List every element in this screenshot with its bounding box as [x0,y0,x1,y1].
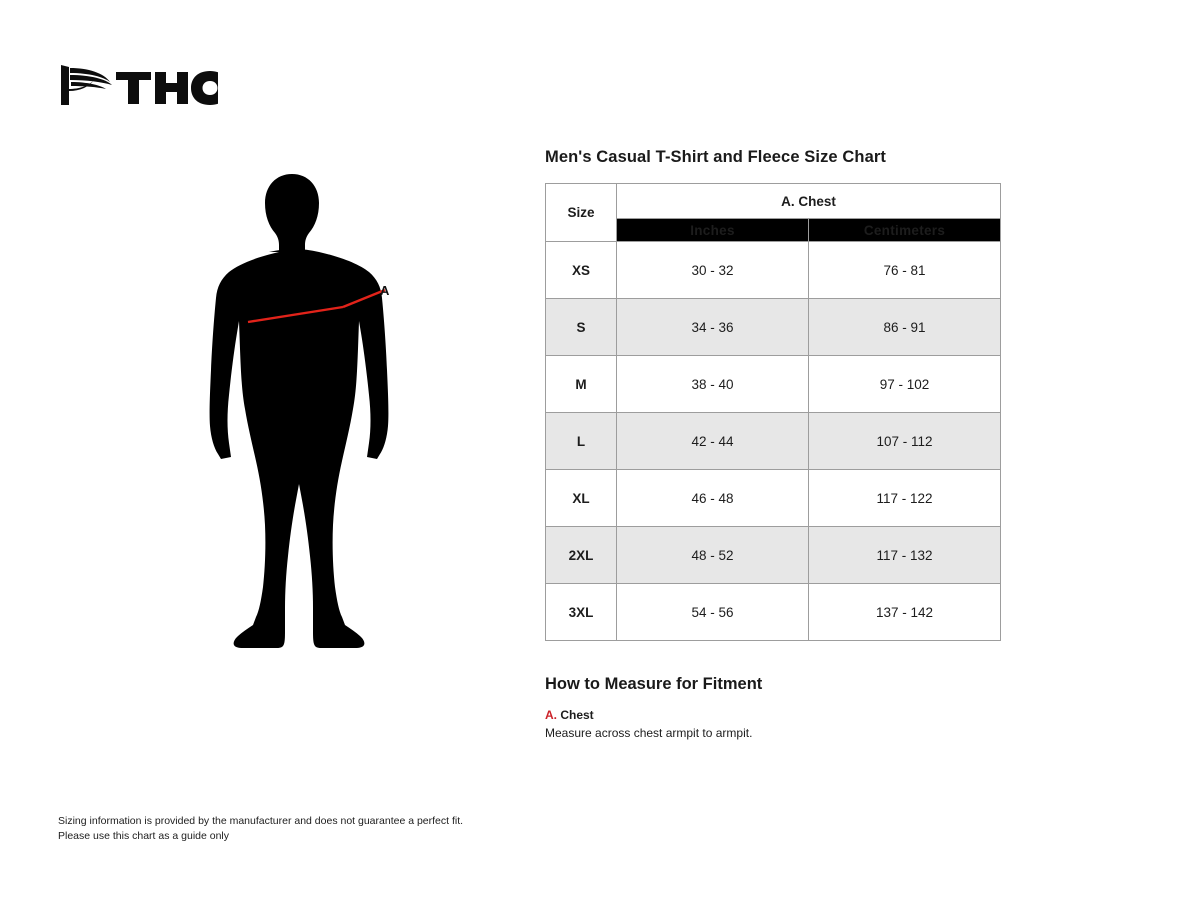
cell-centimeters: 117 - 122 [809,470,1001,527]
disclaimer-line-2: Please use this chart as a guide only [58,829,230,842]
body-silhouette [210,174,389,648]
size-chart-table [545,183,1001,641]
table-row [546,242,1001,299]
cell-centimeters: 137 - 142 [809,584,1001,641]
table-row [546,413,1001,470]
cell-size: M [546,356,617,413]
cell-inches: 54 - 56 [617,584,809,641]
disclaimer-line-1: Sizing information is provided by the manufacturer and does not guarantee a perfect fit. [58,814,464,827]
table-row [546,470,1001,527]
cell-centimeters: 117 - 132 [809,527,1001,584]
cell-size: 2XL [546,527,617,584]
how-to-measure-title: How to Measure for Fitment [545,675,763,693]
table-row [546,527,1001,584]
table-row [546,584,1001,641]
how-to-measure-section [545,675,1145,740]
cell-inches: 48 - 52 [617,527,809,584]
disclaimer [58,814,518,844]
cell-inches: 34 - 36 [617,299,809,356]
cell-size: L [546,413,617,470]
measurement-figure [180,170,440,710]
cell-inches: 46 - 48 [617,470,809,527]
size-chart-panel [545,148,1145,740]
cell-inches: 42 - 44 [617,413,809,470]
column-header-size: Size [546,184,617,242]
table-row [546,299,1001,356]
cell-centimeters: 86 - 91 [809,299,1001,356]
column-header-inches: Inches [617,219,809,242]
page-title: Men's Casual T-Shirt and Fleece Size Chart [545,148,886,166]
column-group-header-chest: A. Chest [617,184,1001,219]
column-header-centimeters: Centimeters [809,219,1001,242]
cell-centimeters: 76 - 81 [809,242,1001,299]
table-header-row [546,184,1001,219]
brand-logo [58,62,218,108]
cell-size: XS [546,242,617,299]
table-row [546,356,1001,413]
how-to-item-chest-description: Measure across chest armpit to armpit. [545,726,753,740]
how-to-item-letter: A. [545,708,557,722]
how-to-item-name: Chest [557,708,594,722]
cell-size: XL [546,470,617,527]
cell-centimeters: 97 - 102 [809,356,1001,413]
cell-inches: 30 - 32 [617,242,809,299]
cell-size: 3XL [546,584,617,641]
cell-inches: 38 - 40 [617,356,809,413]
how-to-item-chest-heading [545,708,1145,722]
cell-centimeters: 107 - 112 [809,413,1001,470]
cell-size: S [546,299,617,356]
chest-marker-label: A [380,283,390,298]
